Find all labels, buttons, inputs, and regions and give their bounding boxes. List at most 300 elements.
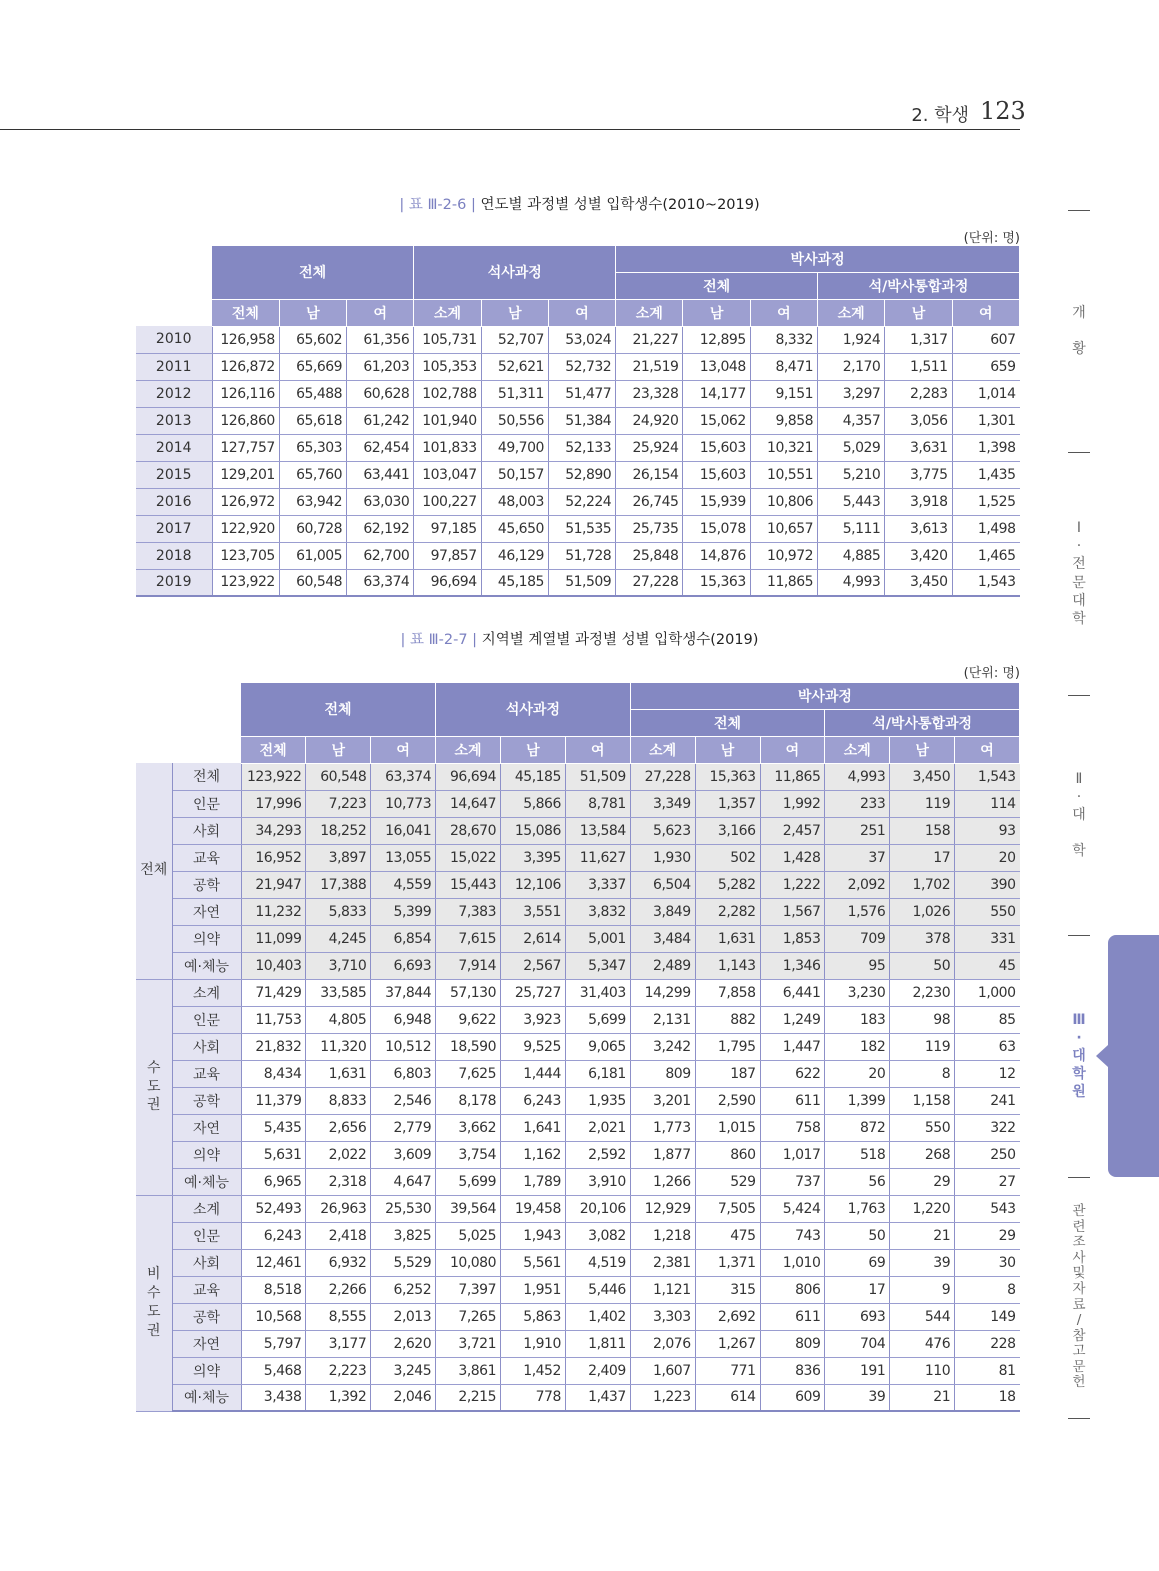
table-row — [136, 1330, 1020, 1357]
subgroup-header: 석/박사통합과정 — [825, 709, 1020, 736]
category-cell: 사회 — [172, 1249, 241, 1276]
value-cell: 3,337 — [565, 871, 630, 898]
value-cell: 49,700 — [481, 434, 548, 461]
value-cell: 10,551 — [750, 461, 817, 488]
value-cell: 4,559 — [371, 871, 436, 898]
value-cell: 18,590 — [436, 1033, 501, 1060]
value-cell: 1,607 — [630, 1357, 695, 1384]
value-cell: 5,561 — [501, 1249, 566, 1276]
value-cell: 2,590 — [695, 1087, 760, 1114]
value-cell: 3,303 — [630, 1303, 695, 1330]
value-cell: 5,001 — [565, 925, 630, 952]
value-cell: 3,420 — [885, 542, 952, 569]
value-cell: 476 — [890, 1330, 955, 1357]
category-cell: 의약 — [172, 1141, 241, 1168]
value-cell: 659 — [952, 353, 1019, 380]
value-cell: 1,924 — [818, 326, 885, 353]
value-cell: 3,082 — [565, 1222, 630, 1249]
value-cell: 8,555 — [306, 1303, 371, 1330]
column-header: 전체 — [212, 299, 279, 326]
value-cell: 123,705 — [212, 542, 279, 569]
value-cell: 1,951 — [501, 1276, 566, 1303]
value-cell: 5,424 — [760, 1195, 825, 1222]
value-cell: 1,371 — [695, 1249, 760, 1276]
value-cell: 1,631 — [306, 1060, 371, 1087]
value-cell: 6,441 — [760, 979, 825, 1006]
value-cell: 39 — [825, 1384, 890, 1411]
table2-title: 지역별 계열별 과정별 성별 입학생수(2019) — [481, 632, 759, 648]
value-cell: 1,702 — [890, 871, 955, 898]
value-cell: 390 — [955, 871, 1020, 898]
value-cell: 10,773 — [371, 790, 436, 817]
table-row — [136, 1033, 1020, 1060]
value-cell: 2,381 — [630, 1249, 695, 1276]
group-header: 석사과정 — [414, 246, 616, 299]
value-cell: 21,519 — [616, 353, 683, 380]
value-cell: 4,805 — [306, 1006, 371, 1033]
value-cell: 1,017 — [760, 1141, 825, 1168]
value-cell: 52,224 — [548, 488, 615, 515]
chapter-tab-2[interactable]: Ⅰ · 전 문 대 학 — [1072, 519, 1086, 627]
value-cell: 3,177 — [306, 1330, 371, 1357]
value-cell: 315 — [695, 1276, 760, 1303]
column-header: 여 — [750, 299, 817, 326]
value-cell: 5,866 — [501, 790, 566, 817]
value-cell: 16,041 — [371, 817, 436, 844]
value-cell: 149 — [955, 1303, 1020, 1330]
value-cell: 3,721 — [436, 1330, 501, 1357]
value-cell: 93 — [955, 817, 1020, 844]
value-cell: 3,613 — [885, 515, 952, 542]
table-row — [136, 898, 1020, 925]
column-header: 여 — [760, 736, 825, 763]
value-cell: 15,363 — [683, 569, 750, 596]
value-cell: 3,918 — [885, 488, 952, 515]
value-cell: 21,832 — [241, 1033, 306, 1060]
value-cell: 5,111 — [818, 515, 885, 542]
value-cell: 1,399 — [825, 1087, 890, 1114]
group-header: 박사과정 — [616, 246, 1020, 272]
table2-caption — [0, 628, 1159, 649]
value-cell: 52,621 — [481, 353, 548, 380]
header-row — [136, 683, 1020, 709]
column-header: 남 — [890, 736, 955, 763]
value-cell: 9,151 — [750, 380, 817, 407]
value-cell: 5,631 — [241, 1141, 306, 1168]
value-cell: 29 — [955, 1222, 1020, 1249]
value-cell: 3,923 — [501, 1006, 566, 1033]
value-cell: 17 — [825, 1276, 890, 1303]
value-cell: 52,707 — [481, 326, 548, 353]
region-cell — [136, 1195, 172, 1411]
value-cell: 2,457 — [760, 817, 825, 844]
column-header: 여 — [548, 299, 615, 326]
category-cell: 공학 — [172, 1303, 241, 1330]
value-cell: 5,623 — [630, 817, 695, 844]
value-cell: 158 — [890, 817, 955, 844]
value-cell: 502 — [695, 844, 760, 871]
value-cell: 14,299 — [630, 979, 695, 1006]
value-cell: 97,185 — [414, 515, 481, 542]
value-cell: 12,106 — [501, 871, 566, 898]
subgroup-header: 석/박사통합과정 — [818, 272, 1020, 299]
value-cell: 693 — [825, 1303, 890, 1330]
year-cell: 2017 — [136, 515, 212, 542]
value-cell: 13,584 — [565, 817, 630, 844]
value-cell: 7,397 — [436, 1276, 501, 1303]
value-cell: 5,443 — [818, 488, 885, 515]
value-cell: 25,848 — [616, 542, 683, 569]
value-cell: 1,158 — [890, 1087, 955, 1114]
category-cell: 사회 — [172, 1033, 241, 1060]
value-cell: 60,628 — [347, 380, 414, 407]
table1-title: 연도별 과정별 성별 입학생수(2010~2019) — [480, 197, 760, 213]
chapter-tab-3[interactable]: Ⅱ · 대 학 — [1072, 770, 1086, 860]
value-cell: 6,243 — [501, 1087, 566, 1114]
value-cell: 4,519 — [565, 1249, 630, 1276]
value-cell: 8,471 — [750, 353, 817, 380]
value-cell: 17 — [890, 844, 955, 871]
category-cell: 예·체능 — [172, 1384, 241, 1411]
table1-label: | 표 Ⅲ-2-6 | — [399, 197, 476, 213]
value-cell: 1,143 — [695, 952, 760, 979]
value-cell: 2,282 — [695, 898, 760, 925]
value-cell: 4,357 — [818, 407, 885, 434]
value-cell: 4,885 — [818, 542, 885, 569]
value-cell: 8,332 — [750, 326, 817, 353]
category-cell: 인문 — [172, 790, 241, 817]
value-cell: 17,388 — [306, 871, 371, 898]
value-cell: 6,693 — [371, 952, 436, 979]
value-cell: 1,935 — [565, 1087, 630, 1114]
value-cell: 1,452 — [501, 1357, 566, 1384]
value-cell: 5,399 — [371, 898, 436, 925]
value-cell: 611 — [760, 1303, 825, 1330]
value-cell: 122,920 — [212, 515, 279, 542]
value-cell: 1,435 — [952, 461, 1019, 488]
category-cell: 소계 — [172, 979, 241, 1006]
value-cell: 6,504 — [630, 871, 695, 898]
value-cell: 56 — [825, 1168, 890, 1195]
value-cell: 1,000 — [955, 979, 1020, 1006]
value-cell: 11,627 — [565, 844, 630, 871]
value-cell: 25,530 — [371, 1195, 436, 1222]
value-cell: 3,201 — [630, 1087, 695, 1114]
value-cell: 704 — [825, 1330, 890, 1357]
table-row — [136, 434, 1020, 461]
value-cell: 52,732 — [548, 353, 615, 380]
value-cell: 6,854 — [371, 925, 436, 952]
value-cell: 1,014 — [952, 380, 1019, 407]
column-header: 남 — [695, 736, 760, 763]
value-cell: 45 — [955, 952, 1020, 979]
category-cell: 사회 — [172, 817, 241, 844]
value-cell: 25,727 — [501, 979, 566, 1006]
value-cell: 126,116 — [212, 380, 279, 407]
value-cell: 39 — [890, 1249, 955, 1276]
value-cell: 1,218 — [630, 1222, 695, 1249]
category-cell: 소계 — [172, 1195, 241, 1222]
value-cell: 9,858 — [750, 407, 817, 434]
value-cell: 2,318 — [306, 1168, 371, 1195]
value-cell: 5,699 — [565, 1006, 630, 1033]
value-cell: 12 — [955, 1060, 1020, 1087]
value-cell: 9,622 — [436, 1006, 501, 1033]
value-cell: 53,024 — [548, 326, 615, 353]
year-cell: 2011 — [136, 353, 212, 380]
column-header: 여 — [347, 299, 414, 326]
value-cell: 1,992 — [760, 790, 825, 817]
value-cell: 12,461 — [241, 1249, 306, 1276]
value-cell: 69 — [825, 1249, 890, 1276]
value-cell: 3,166 — [695, 817, 760, 844]
category-cell: 전체 — [172, 763, 241, 790]
group-header: 박사과정 — [630, 683, 1019, 709]
value-cell: 5,699 — [436, 1168, 501, 1195]
value-cell: 2,418 — [306, 1222, 371, 1249]
value-cell: 1,437 — [565, 1384, 630, 1411]
value-cell: 34,293 — [241, 817, 306, 844]
value-cell: 3,849 — [630, 898, 695, 925]
value-cell: 12,929 — [630, 1195, 695, 1222]
value-cell: 8,178 — [436, 1087, 501, 1114]
table-row — [136, 1141, 1020, 1168]
table2-unit: (단위: 명) — [963, 666, 1020, 681]
value-cell: 25,735 — [616, 515, 683, 542]
table-row — [136, 326, 1020, 353]
value-cell: 1,543 — [955, 763, 1020, 790]
value-cell: 778 — [501, 1384, 566, 1411]
value-cell: 26,963 — [306, 1195, 371, 1222]
category-cell: 자연 — [172, 1330, 241, 1357]
value-cell: 3,245 — [371, 1357, 436, 1384]
column-header: 소계 — [414, 299, 481, 326]
value-cell: 1,162 — [501, 1141, 566, 1168]
chapter-tab-4[interactable]: Ⅲ · 대 학 원 — [1072, 1011, 1086, 1101]
table-row — [136, 1168, 1020, 1195]
value-cell: 20 — [955, 844, 1020, 871]
value-cell: 14,876 — [683, 542, 750, 569]
column-header: 여 — [565, 736, 630, 763]
value-cell: 96,694 — [414, 569, 481, 596]
value-cell: 123,922 — [241, 763, 306, 790]
table-row — [136, 461, 1020, 488]
value-cell: 20,106 — [565, 1195, 630, 1222]
value-cell: 1,631 — [695, 925, 760, 952]
active-chapter-marker — [1108, 935, 1159, 1177]
value-cell: 2,021 — [565, 1114, 630, 1141]
value-cell: 3,710 — [306, 952, 371, 979]
column-header: 남 — [683, 299, 750, 326]
value-cell: 8,434 — [241, 1060, 306, 1087]
value-cell: 1,010 — [760, 1249, 825, 1276]
value-cell: 550 — [955, 898, 1020, 925]
value-cell: 63,030 — [347, 488, 414, 515]
value-cell: 7,625 — [436, 1060, 501, 1087]
value-cell: 1,249 — [760, 1006, 825, 1033]
value-cell: 1,853 — [760, 925, 825, 952]
value-cell: 21 — [890, 1222, 955, 1249]
value-cell: 11,099 — [241, 925, 306, 952]
value-cell: 2,013 — [371, 1303, 436, 1330]
column-header: 남 — [306, 736, 371, 763]
header-row — [136, 736, 1020, 763]
value-cell: 5,529 — [371, 1249, 436, 1276]
subgroup-header: 전체 — [630, 709, 825, 736]
value-cell: 63,374 — [371, 763, 436, 790]
table-row — [136, 569, 1020, 596]
table-row — [136, 1222, 1020, 1249]
value-cell: 1,789 — [501, 1168, 566, 1195]
value-cell: 51,311 — [481, 380, 548, 407]
value-cell: 10,080 — [436, 1249, 501, 1276]
value-cell: 2,546 — [371, 1087, 436, 1114]
value-cell: 110 — [890, 1357, 955, 1384]
year-cell: 2014 — [136, 434, 212, 461]
value-cell: 123,922 — [212, 569, 279, 596]
value-cell: 3,910 — [565, 1168, 630, 1195]
value-cell: 1,267 — [695, 1330, 760, 1357]
value-cell: 37 — [825, 844, 890, 871]
value-cell: 3,349 — [630, 790, 695, 817]
value-cell: 2,614 — [501, 925, 566, 952]
value-cell: 101,833 — [414, 434, 481, 461]
value-cell: 5,797 — [241, 1330, 306, 1357]
value-cell: 709 — [825, 925, 890, 952]
value-cell: 518 — [825, 1141, 890, 1168]
table-row — [136, 1114, 1020, 1141]
table-row — [136, 1303, 1020, 1330]
value-cell: 1,498 — [952, 515, 1019, 542]
value-cell: 37,844 — [371, 979, 436, 1006]
value-cell: 187 — [695, 1060, 760, 1087]
value-cell: 95 — [825, 952, 890, 979]
value-cell: 2,656 — [306, 1114, 371, 1141]
value-cell: 15,086 — [501, 817, 566, 844]
value-cell: 3,897 — [306, 844, 371, 871]
column-header: 소계 — [616, 299, 683, 326]
value-cell: 29 — [890, 1168, 955, 1195]
value-cell: 268 — [890, 1141, 955, 1168]
value-cell: 322 — [955, 1114, 1020, 1141]
table1-caption — [0, 193, 1159, 214]
column-header: 여 — [952, 299, 1019, 326]
value-cell: 126,958 — [212, 326, 279, 353]
value-cell: 1,402 — [565, 1303, 630, 1330]
table-row — [136, 380, 1020, 407]
value-cell: 3,861 — [436, 1357, 501, 1384]
value-cell: 51,728 — [548, 542, 615, 569]
table-row — [136, 1249, 1020, 1276]
value-cell: 6,965 — [241, 1168, 306, 1195]
value-cell: 860 — [695, 1141, 760, 1168]
value-cell: 191 — [825, 1357, 890, 1384]
value-cell: 15,078 — [683, 515, 750, 542]
value-cell: 3,754 — [436, 1141, 501, 1168]
table-row — [136, 353, 1020, 380]
value-cell: 2,592 — [565, 1141, 630, 1168]
value-cell: 11,865 — [760, 763, 825, 790]
value-cell: 61,356 — [347, 326, 414, 353]
value-cell: 60,548 — [306, 763, 371, 790]
value-cell: 45,185 — [481, 569, 548, 596]
value-cell: 1,301 — [952, 407, 1019, 434]
column-header: 남 — [481, 299, 548, 326]
value-cell: 8,833 — [306, 1087, 371, 1114]
chapter-tab-5[interactable]: 관 련 조 사 및 자 료 / 참 고 문 헌 — [1072, 1203, 1086, 1391]
value-cell: 1,444 — [501, 1060, 566, 1087]
category-cell: 인문 — [172, 1006, 241, 1033]
value-cell: 7,914 — [436, 952, 501, 979]
value-cell: 126,872 — [212, 353, 279, 380]
value-cell: 543 — [955, 1195, 1020, 1222]
region-cell — [136, 763, 172, 979]
value-cell: 5,435 — [241, 1114, 306, 1141]
table-row — [136, 925, 1020, 952]
value-cell: 71,429 — [241, 979, 306, 1006]
header-rule — [0, 129, 1020, 130]
value-cell: 119 — [890, 1033, 955, 1060]
value-cell: 550 — [890, 1114, 955, 1141]
value-cell: 7,265 — [436, 1303, 501, 1330]
value-cell: 15,939 — [683, 488, 750, 515]
value-cell: 27 — [955, 1168, 1020, 1195]
value-cell: 2,489 — [630, 952, 695, 979]
subgroup-header: 전체 — [616, 272, 818, 299]
value-cell: 10,806 — [750, 488, 817, 515]
value-cell: 30 — [955, 1249, 1020, 1276]
value-cell: 611 — [760, 1087, 825, 1114]
value-cell: 3,230 — [825, 979, 890, 1006]
value-cell: 15,443 — [436, 871, 501, 898]
value-cell: 2,567 — [501, 952, 566, 979]
section-title: 2. 학생 — [911, 105, 969, 126]
value-cell: 60,728 — [279, 515, 346, 542]
value-cell: 5,210 — [818, 461, 885, 488]
chapter-tab-1[interactable]: 개 황 — [1072, 304, 1086, 358]
value-cell: 1,525 — [952, 488, 1019, 515]
value-cell: 9,065 — [565, 1033, 630, 1060]
value-cell: 2,266 — [306, 1276, 371, 1303]
value-cell: 15,603 — [683, 461, 750, 488]
value-cell: 50 — [825, 1222, 890, 1249]
value-cell: 2,022 — [306, 1141, 371, 1168]
value-cell: 872 — [825, 1114, 890, 1141]
year-cell: 2012 — [136, 380, 212, 407]
value-cell: 15,062 — [683, 407, 750, 434]
value-cell: 1,930 — [630, 844, 695, 871]
value-cell: 3,832 — [565, 898, 630, 925]
value-cell: 5,025 — [436, 1222, 501, 1249]
value-cell: 15,363 — [695, 763, 760, 790]
value-cell: 62,700 — [347, 542, 414, 569]
value-cell: 1,910 — [501, 1330, 566, 1357]
value-cell: 51,509 — [565, 763, 630, 790]
category-cell: 교육 — [172, 1276, 241, 1303]
value-cell: 3,438 — [241, 1384, 306, 1411]
group-header: 전체 — [212, 246, 414, 299]
value-cell: 63,374 — [347, 569, 414, 596]
blank-corner — [136, 246, 212, 326]
value-cell: 2,223 — [306, 1357, 371, 1384]
value-cell: 14,647 — [436, 790, 501, 817]
value-cell: 1,428 — [760, 844, 825, 871]
value-cell: 3,395 — [501, 844, 566, 871]
value-cell: 7,383 — [436, 898, 501, 925]
value-cell: 26,745 — [616, 488, 683, 515]
value-cell: 60,548 — [279, 569, 346, 596]
value-cell: 10,321 — [750, 434, 817, 461]
